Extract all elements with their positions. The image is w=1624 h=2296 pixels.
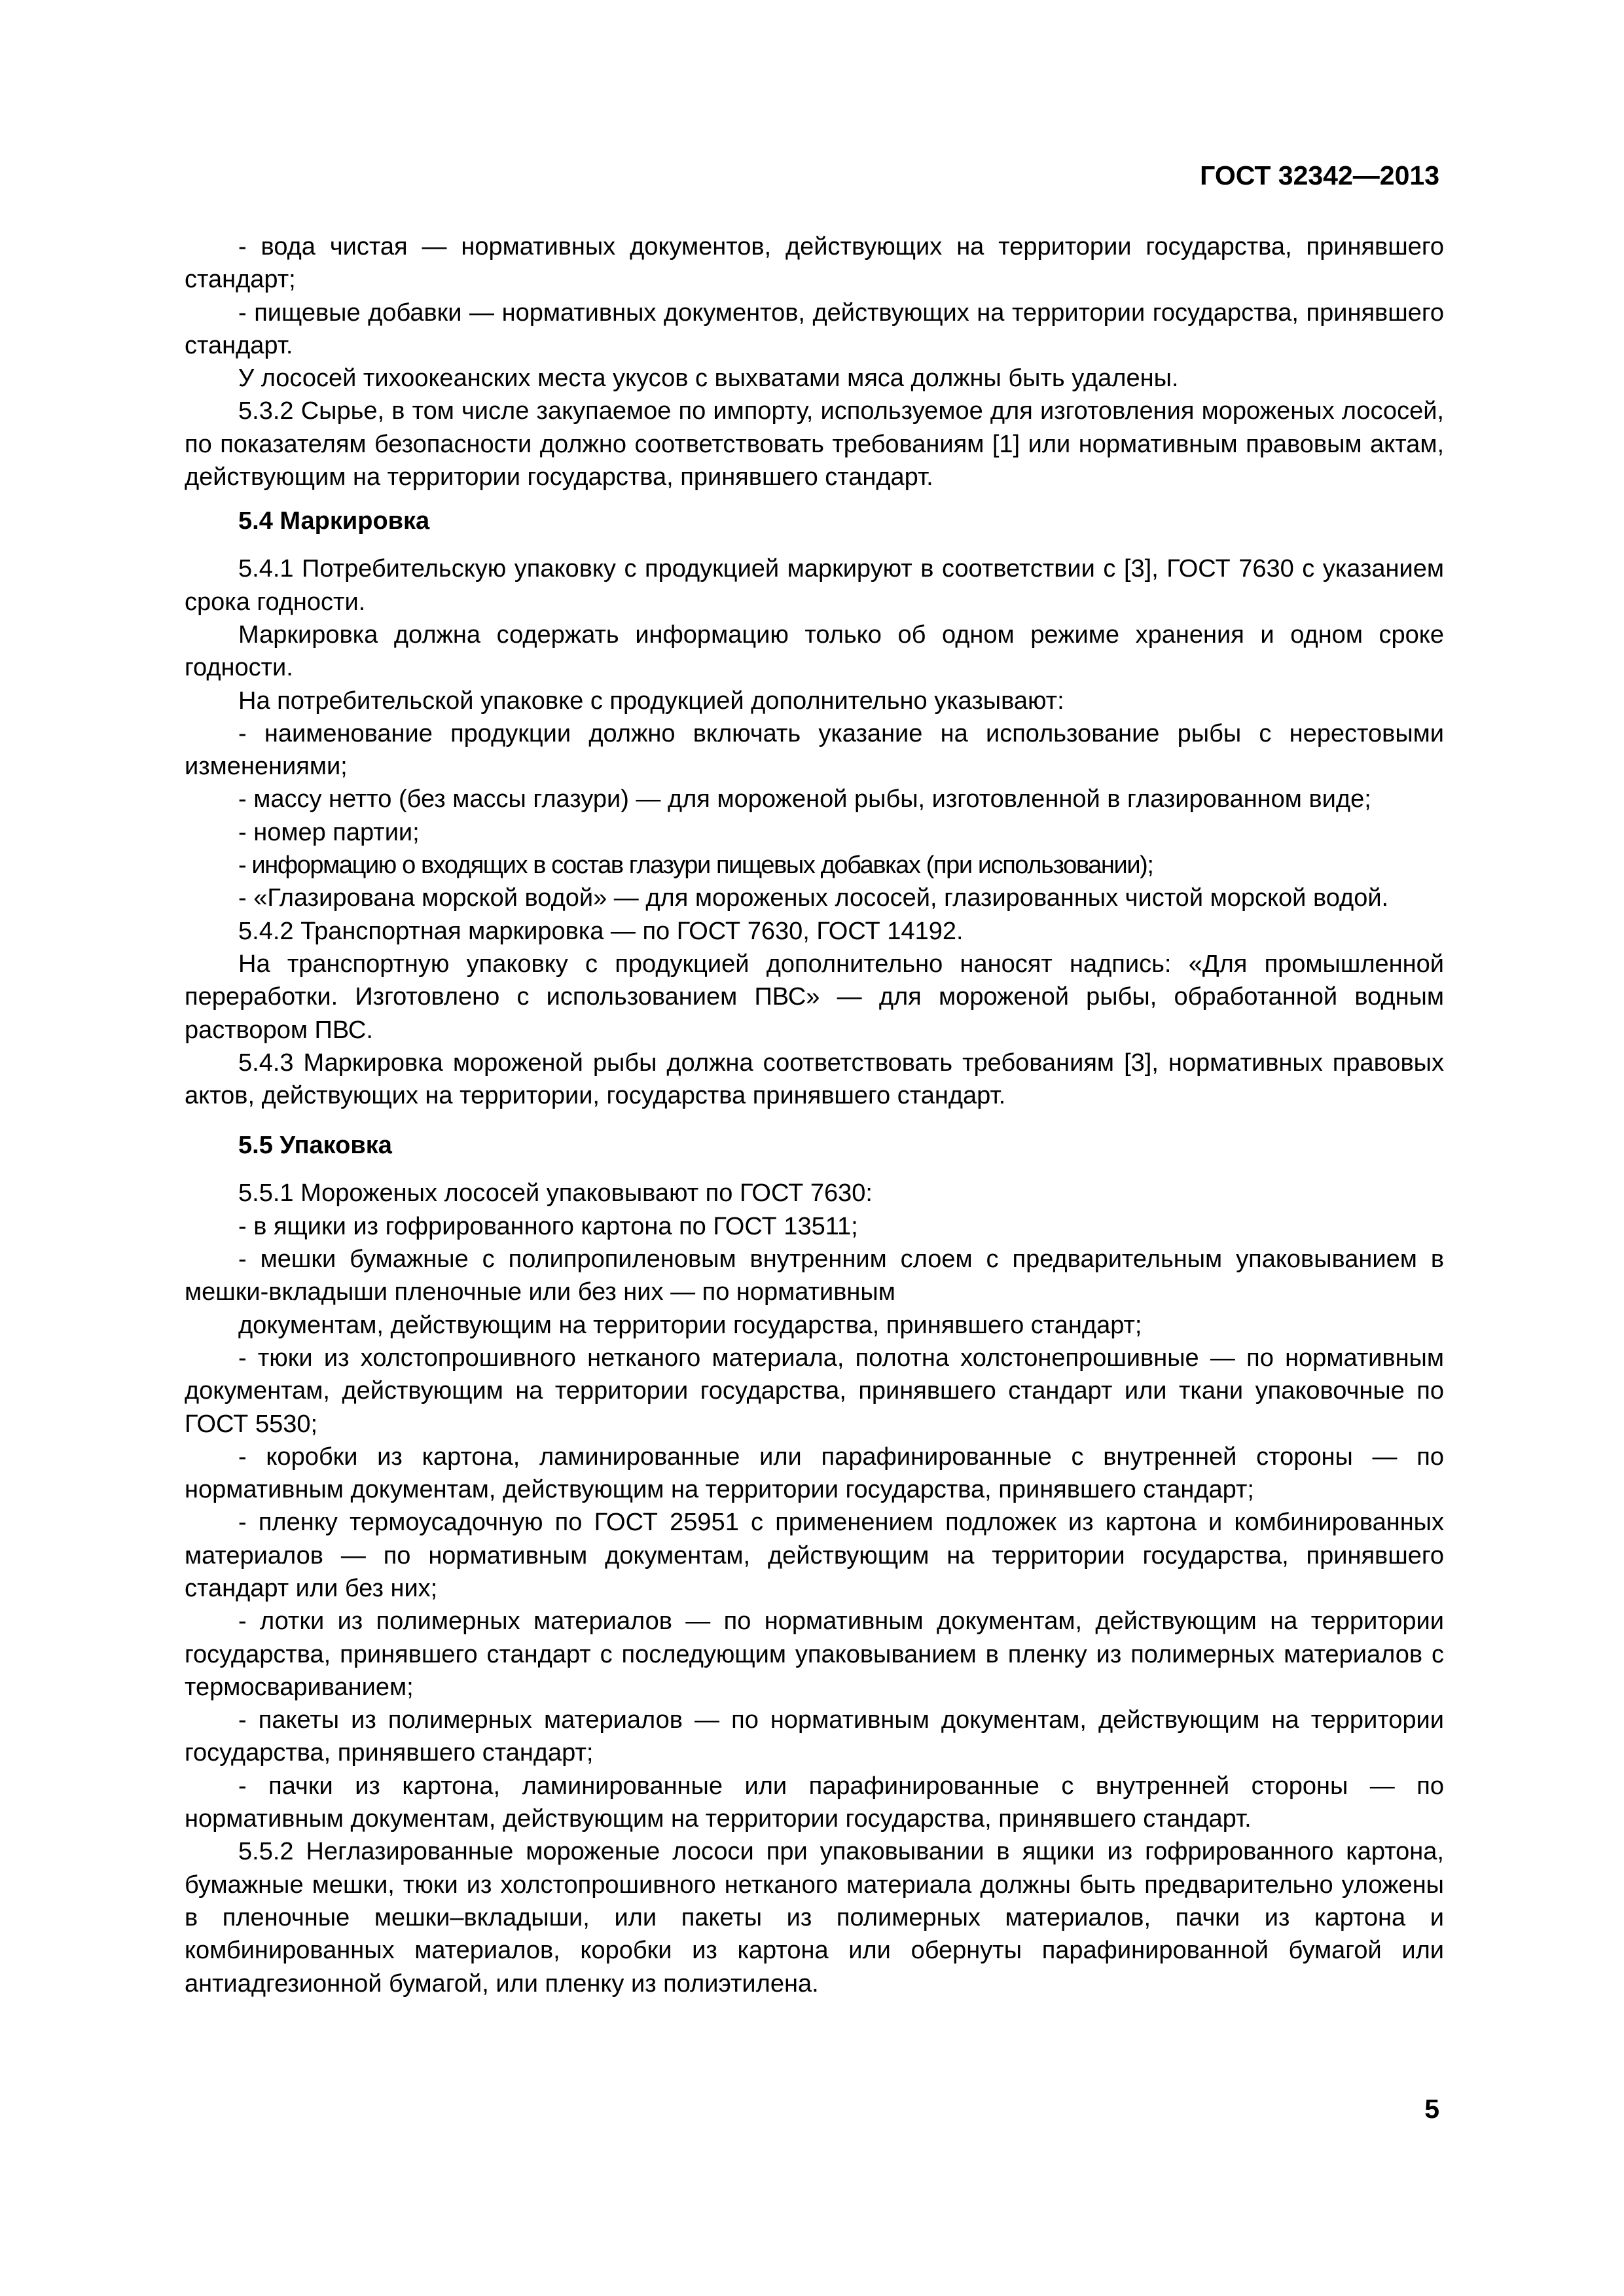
paragraph: 5.4.2 Транспортная маркировка — по ГОСТ 7630, ГОСТ 14192. — [238, 917, 964, 945]
list-item: - «Глазирована морской водой» — для мороженых лососей, глазированных чистой морской водой. — [238, 884, 1389, 912]
list-item: - пакеты из полимерных материалов — по нормативным документам, действующим на территории государства, принявшего стандарт; — [185, 1706, 1444, 1767]
list-item: - в ящики из гофрированного картона по ГОСТ 13511; — [238, 1212, 858, 1240]
paragraph: 5.5.2 Неглазированные мороженые лососи при упаковывании в ящики из гофрированного картона, бумажные мешки, тюки из холстопрошивного нетканого материала должны быть предварительно уложены в пленочные мешки–вкладыши, или пакеты из полимерных материалов, пачки из картона и комбинированных материалов, коробки из картона или обернуты парафинированной бумагой или антиадгезионной бумагой, или пленку из полиэтилена. — [185, 1838, 1444, 1998]
section-heading-packaging: 5.5 Упаковка — [238, 1132, 392, 1160]
paragraph: У лососей тихоокеанских места укусов с выхватами мяса должны быть удалены. — [238, 365, 1179, 393]
section-heading-marking: 5.4 Маркировка — [238, 507, 430, 535]
list-item: - наименование продукции должно включать указание на использование рыбы с нерестовыми изменениями; — [185, 719, 1444, 781]
paragraph: 5.4.1 Потребительскую упаковку с продукцией маркируют в соответствии с [3], ГОСТ 7630 с указанием срока годности. — [185, 555, 1444, 616]
paragraph: 5.3.2 Сырье, в том числе закупаемое по импорту, используемое для изготовления мороженых лососей, по показателям безопасности должно соответствовать требованиям [1] или нормативным правовым актам, действующим на территории государства, принявшего стандарт. — [185, 397, 1444, 492]
list-item: - мешки бумажные с полипропиленовым внутренним слоем с предварительным упаковыванием в мешки-вкладыши пленочные или без них — по нормативным — [185, 1246, 1444, 1306]
paragraph: 5.5.1 Мороженых лососей упаковывают по ГОСТ 7630: — [238, 1179, 873, 1208]
paragraph: На транспортную упаковку с продукцией дополнительно наносят надпись: «Для промышленной переработки. Изготовлено с использованием ПВС» — для мороженой рыбы, обработанной водным раствором ПВС. — [185, 950, 1444, 1044]
list-item: документам, действующим на территории государства, принявшего стандарт; — [238, 1311, 1142, 1339]
paragraph: На потребительской упаковке с продукцией дополнительно указывают: — [238, 687, 1064, 715]
paragraph: - вода чистая — нормативных документов, действующих на территории государства, принявшего стандарт; — [185, 233, 1444, 294]
paragraph: 5.4.3 Маркировка мороженой рыбы должна соответствовать требованиям [3], нормативных правовых актов, действующих на территории, государства принявшего стандарт. — [185, 1049, 1444, 1110]
page-body — [185, 230, 1444, 2000]
paragraph: Маркировка должна содержать информацию только об одном режиме хранения и одном сроке годности. — [185, 620, 1444, 682]
list-item: - лотки из полимерных материалов — по нормативным документам, действующим на территории государства, принявшего стандарт с последующим упаковыванием в пленку из полимерных материалов с термосвариванием; — [185, 1607, 1444, 1701]
list-item: - коробки из картона, ламинированные или парафинированные с внутренней стороны — по нормативным документам, действующим на территории государства, принявшего стандарт; — [185, 1443, 1444, 1504]
paragraph: - пищевые добавки — нормативных документов, действующих на территории государства, принявшего стандарт. — [185, 298, 1444, 359]
list-item: - тюки из холстопрошивного нетканого материала, полотна холстонепрошивные — по нормативным документам, действующим на территории государства, принявшего стандарт или ткани упаковочные по ГОСТ 5530; — [185, 1344, 1444, 1438]
list-item: - номер партии; — [238, 818, 420, 846]
page-number: 5 — [1424, 2094, 1439, 2124]
document-code: ГОСТ 32342—2013 — [1200, 160, 1439, 190]
list-item: - информацию о входящих в состав глазури пищевых добавках (при использовании); — [238, 852, 1153, 880]
list-item: - пленку термоусадочную по ГОСТ 25951 с применением подложек из картона и комбинированных материалов — по нормативным документам, действующим на территории государства, принявшего стандарт или без них; — [185, 1509, 1444, 1602]
list-item: - пачки из картона, ламинированные или парафинированные с внутренней стороны — по нормативным документам, действующим на территории государства, принявшего стандарт. — [185, 1772, 1444, 1833]
list-item: - массу нетто (без массы глазури) — для мороженой рыбы, изготовленной в глазированном виде; — [238, 785, 1371, 814]
